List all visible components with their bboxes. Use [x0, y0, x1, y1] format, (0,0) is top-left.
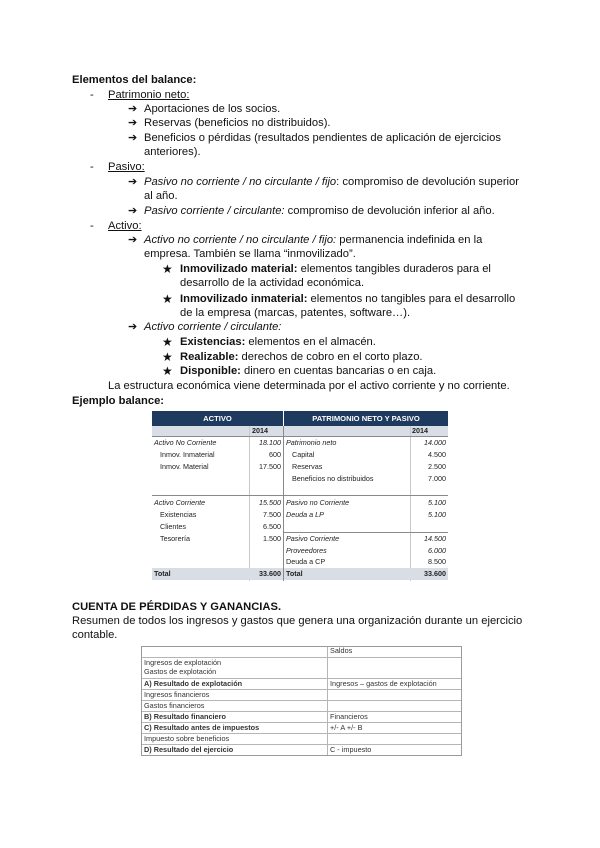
- balance-left-label: Tesorería: [160, 534, 190, 543]
- arrow-icon: ➔: [128, 234, 138, 246]
- pasivo-c-line: [144, 204, 495, 219]
- pyg-description: Resumen de todos los ingresos y gastos que genera una organización durante un ejercicio: [72, 615, 523, 627]
- balance-left-value: 6.500: [263, 522, 281, 531]
- realizable-line: [180, 350, 423, 365]
- pyg-row: [142, 744, 461, 756]
- balance-total-label: Total: [154, 569, 171, 578]
- pyg-header-row: [142, 646, 461, 657]
- existencias-line: [180, 335, 376, 350]
- balance-right-value: 2.500: [428, 462, 446, 471]
- disponible-text: dinero en cuentas bancarias o en caja.: [240, 365, 437, 377]
- balance-left-label: Inmov. Inmaterial: [160, 450, 215, 459]
- balance-year-right: 2014: [412, 426, 428, 435]
- inmov-inmaterial-line: [180, 292, 515, 307]
- activo-nc-term: Activo no corriente / no circulante / fijo:: [144, 234, 337, 246]
- patrimonio-item: anteriores).: [144, 146, 201, 158]
- balance-year-left: 2014: [252, 426, 268, 435]
- arrow-icon: ➔: [128, 103, 138, 115]
- balance-right-label: Capital: [292, 450, 315, 459]
- inmov-inmaterial-text: elementos no tangibles para el desarrollo: [307, 293, 516, 305]
- balance-right-value: 5.100: [428, 510, 446, 519]
- heading-ejemplo: Ejemplo balance:: [72, 395, 165, 407]
- balance-right-value: 14.500: [424, 534, 446, 543]
- balance-left-value: 7.500: [263, 510, 281, 519]
- existencias-text: elementos en el almacén.: [245, 336, 376, 348]
- heading-pyg: CUENTA DE PÉRDIDAS Y GANANCIAS.: [72, 601, 282, 613]
- balance-right-value: 7.000: [428, 474, 446, 483]
- inmov-material-term: Inmovilizado material:: [180, 263, 298, 275]
- estructura-text: La estructura económica viene determinada por el activo corriente y no corriente.: [108, 380, 510, 392]
- disponible-term: Disponible:: [180, 365, 241, 377]
- patrimonio-item: Reservas (beneficios no distribuidos).: [144, 117, 331, 129]
- realizable-term: Realizable:: [180, 351, 239, 363]
- pyg-value: +/- A +/- B: [330, 723, 363, 732]
- pasivo-c-term: Pasivo corriente / circulante:: [144, 205, 285, 217]
- balance-left-label: Inmov. Material: [160, 462, 209, 471]
- balance-left-label: Existencias: [160, 510, 197, 519]
- balance-right-label: Beneficios no distribuidos: [292, 474, 374, 483]
- pyg-header: Saldos: [330, 646, 353, 655]
- balance-right-label: Deuda a LP: [286, 510, 324, 519]
- balance-right-value: 14.000: [424, 438, 446, 447]
- balance-rule: [152, 495, 448, 496]
- pyg-label: B) Resultado financiero: [144, 712, 226, 721]
- balance-left-value: 15.500: [259, 498, 281, 507]
- inmov-material-line: [180, 262, 491, 277]
- inmov-inmaterial-text2: de la empresa (marcas, patentes, software…).: [180, 307, 411, 319]
- arrow-icon: ➔: [128, 205, 138, 217]
- pyg-label: A) Resultado de explotación: [144, 679, 243, 688]
- pyg-label: Ingresos de explotación: [144, 658, 222, 667]
- disponible-line: [180, 364, 436, 379]
- activo-nc-line: [144, 233, 482, 248]
- balance-right-label: Patrimonio neto: [286, 438, 337, 447]
- balance-total-label: Total: [286, 569, 303, 578]
- pasivo-nc-text: : compromiso de devolución superior: [336, 176, 519, 188]
- pyg-label: Gastos de explotación: [144, 667, 217, 676]
- activo-label: Activo:: [108, 220, 142, 232]
- pyg-label: Ingresos financieros: [144, 690, 210, 699]
- patrimonio-label: Patrimonio neto:: [108, 89, 190, 101]
- dash-bullet: -: [90, 89, 94, 101]
- activo-nc-text2: empresa. También se llama “inmovilizado”.: [144, 248, 356, 260]
- balance-right-label: Reservas: [292, 462, 323, 471]
- pasivo-nc-term: Pasivo no corriente / no circulante / fijo: [144, 176, 337, 188]
- star-icon: ★: [162, 335, 173, 349]
- star-icon: ★: [162, 262, 173, 276]
- balance-left-label: Activo No Corriente: [154, 438, 217, 447]
- pyg-label: Gastos financieros: [144, 701, 205, 710]
- inmov-inmaterial-term: Inmovilizado inmaterial:: [180, 293, 308, 305]
- balance-left-value: 1.500: [263, 534, 281, 543]
- heading-balance: Elementos del balance:: [72, 74, 197, 86]
- pyg-label: C) Resultado antes de impuestos: [144, 723, 260, 732]
- patrimonio-item: Beneficios o pérdidas (resultados pendientes de aplicación de ejercicios: [144, 132, 501, 144]
- balance-table: [152, 411, 448, 581]
- balance-right-value: 5.100: [428, 498, 446, 507]
- patrimonio-item: Aportaciones de los socios.: [144, 103, 281, 115]
- pyg-description: contable.: [72, 629, 118, 641]
- pasivo-label: Pasivo:: [108, 161, 145, 173]
- arrow-icon: ➔: [128, 132, 138, 144]
- balance-header-activo: ACTIVO: [152, 411, 283, 426]
- star-icon: ★: [162, 350, 173, 364]
- pasivo-nc-line: [144, 175, 519, 190]
- balance-right-label: Deuda a CP: [286, 557, 326, 566]
- activo-nc-text: permanencia indefinida en la: [336, 234, 483, 246]
- pasivo-nc-text2: al año.: [144, 190, 178, 202]
- inmov-material-text2: desarrollo de la actividad económica.: [180, 277, 365, 289]
- arrow-icon: ➔: [128, 117, 138, 129]
- balance-total-left: 33.600: [259, 569, 281, 578]
- arrow-icon: ➔: [128, 176, 138, 188]
- dash-bullet: -: [90, 161, 94, 173]
- balance-divider: [283, 426, 284, 581]
- balance-left-value: 18.100: [259, 438, 281, 447]
- pyg-table: [141, 646, 462, 756]
- pyg-label: D) Resultado del ejercicio: [144, 745, 234, 754]
- inmov-material-text: elementos tangibles duraderos para el: [297, 263, 491, 275]
- balance-right-label: Pasivo no Corriente: [286, 498, 350, 507]
- existencias-term: Existencias:: [180, 336, 246, 348]
- activo-c-term: Activo corriente / circulante:: [144, 321, 282, 333]
- balance-right-value: 4.500: [428, 450, 446, 459]
- balance-left-label: Activo Corriente: [154, 498, 206, 507]
- balance-left-value: 600: [269, 450, 281, 459]
- pyg-label: Impuesto sobre beneficios: [144, 734, 230, 743]
- pasivo-c-text: compromiso de devolución inferior al año.: [284, 205, 495, 217]
- pyg-value: Financieros: [330, 712, 368, 721]
- star-icon: ★: [162, 292, 173, 306]
- realizable-text: derechos de cobro en el corto plazo.: [238, 351, 423, 363]
- balance-left-label: Clientes: [160, 522, 186, 531]
- balance-total-right: 33.600: [424, 569, 446, 578]
- balance-right-value: 6.000: [428, 546, 446, 555]
- pyg-row: [142, 667, 461, 678]
- dash-bullet: -: [90, 220, 94, 232]
- star-icon: ★: [162, 364, 173, 378]
- balance-right-label: Proveedores: [286, 546, 327, 555]
- pyg-value: Ingresos – gastos de explotación: [330, 679, 437, 688]
- balance-right-value: 8.500: [428, 557, 446, 566]
- arrow-icon: ➔: [128, 321, 138, 333]
- balance-left-value: 17.500: [259, 462, 281, 471]
- balance-right-label: Pasivo Corriente: [286, 534, 340, 543]
- balance-header-pasivo: PATRIMONIO NETO Y PASIVO: [284, 411, 448, 426]
- pyg-value: C - impuesto: [330, 745, 372, 754]
